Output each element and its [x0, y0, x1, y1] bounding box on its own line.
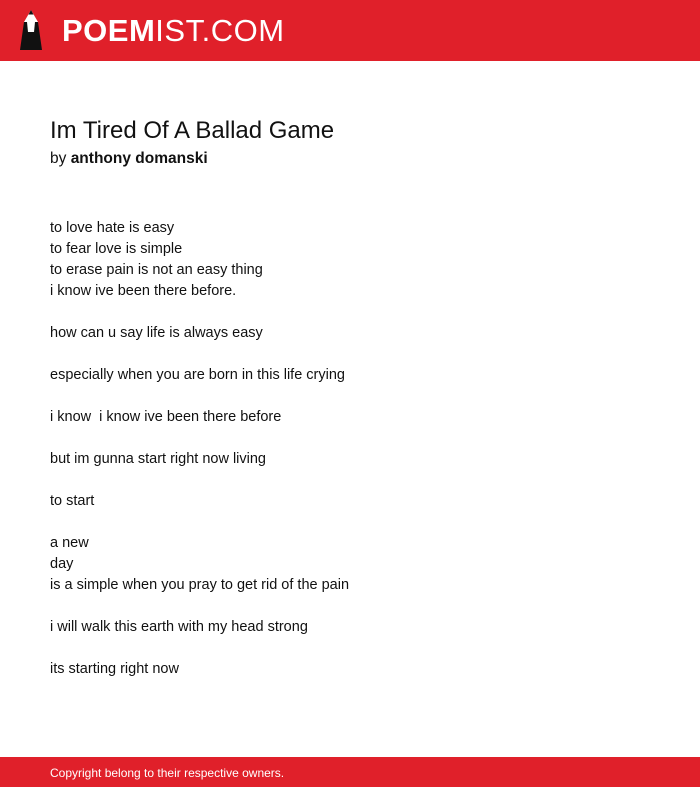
site-logo[interactable]	[62, 11, 285, 51]
poem-blank-line	[50, 470, 650, 491]
poem-blank-line	[50, 596, 650, 617]
poem-line: to fear love is simple	[50, 241, 183, 257]
poem-blank-line	[50, 302, 650, 323]
by-label: by	[50, 150, 67, 167]
site-header	[0, 0, 700, 61]
poem-line: especially when you are born in this life crying	[50, 367, 345, 383]
poem-line: its starting right now	[50, 661, 179, 677]
poem-line: i know i know ive been there before	[50, 409, 282, 425]
site-footer	[0, 757, 700, 787]
poem-title: Im Tired Of A Ballad Game	[50, 117, 335, 144]
poem-line: is a simple when you pray to get rid of the pain	[50, 577, 350, 593]
pencil-icon	[18, 10, 44, 52]
logo-light-text: IST.COM	[155, 13, 285, 48]
poem-blank-line	[50, 428, 650, 449]
poem-line: i know ive been there before.	[50, 283, 237, 299]
author-name: anthony domanski	[70, 150, 208, 167]
poem-line: but im gunna start right now living	[50, 451, 266, 467]
poem-body	[50, 218, 650, 680]
poem-line: day	[50, 556, 74, 572]
poem-blank-line	[50, 512, 650, 533]
poem-line: to erase pain is not an easy thing	[50, 262, 263, 278]
poem-blank-line	[50, 386, 650, 407]
poem-blank-line	[50, 638, 650, 659]
poem-line: a new	[50, 535, 89, 551]
logo-strong-text: POEM	[62, 13, 156, 48]
poem-line: to start	[50, 493, 95, 509]
poem-line: i will walk this earth with my head strong	[50, 619, 308, 635]
poem-line: how can u say life is always easy	[50, 325, 263, 341]
poem-line: to love hate is easy	[50, 220, 175, 236]
poem-blank-line	[50, 344, 650, 365]
copyright-notice: Copyright belong to their respective owners.	[50, 766, 285, 780]
byline	[50, 148, 208, 170]
